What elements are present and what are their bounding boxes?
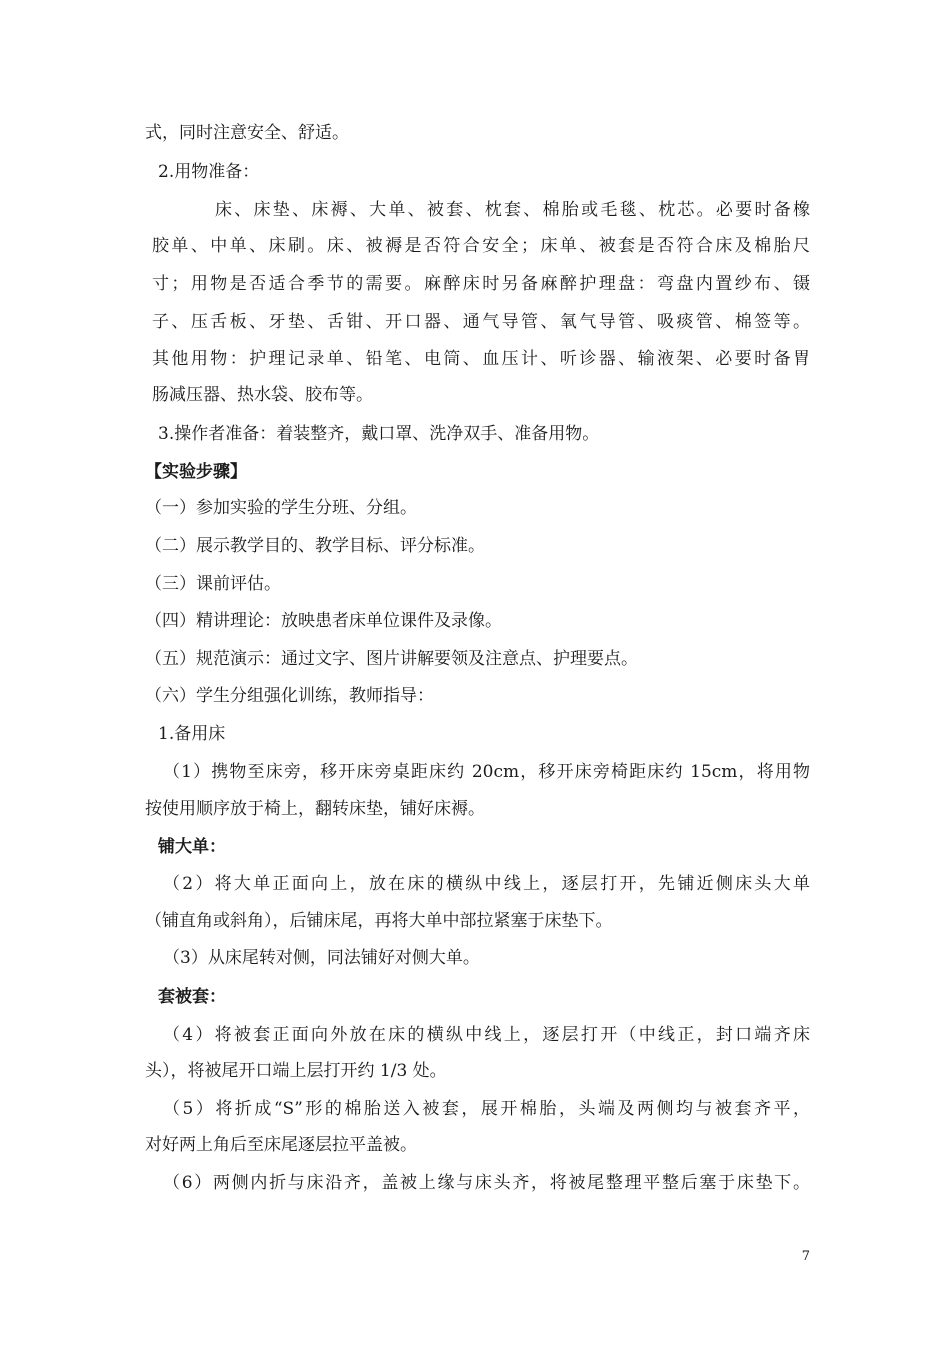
paragraph-line: （5）将折成“S”形的棉胎送入被套，展开棉胎，头端及两侧均与被套齐平， [163,1099,810,1119]
paragraph-line: 肠减压器、热水袋、胶布等。 [152,385,373,405]
step-line: （四）精讲理论：放映患者床单位课件及录像。 [145,611,502,631]
paragraph-line: 头），将被尾开口端上层打开约 1/3 处。 [145,1061,447,1081]
step-line: （三）课前评估。 [145,574,281,594]
paragraph-line: （4）将被套正面向外放在床的横纵中线上，逐层打开（中线正，封口端齐床 [163,1025,810,1045]
step-line: （二）展示教学目的、教学目标、评分标准。 [145,536,485,556]
paragraph-line: （3）从床尾转对侧，同法铺好对侧大单。 [163,948,480,968]
subsection-heading-bed: 1.备用床 [158,724,226,744]
subsection-heading-quilt: 套被套： [158,987,226,1007]
paragraph-line: 胶单、中单、床刷。床、被褥是否符合安全；床单、被套是否符合床及棉胎尺 [152,236,810,256]
page-number: 7 [801,1249,810,1264]
paragraph-line: （6）两侧内折与床沿齐，盖被上缘与床头齐，将被尾整理平整后塞于床垫下。 [163,1173,810,1193]
paragraph-line: 子、压舌板、牙垫、舌钳、开口器、通气导管、氧气导管、吸痰管、棉签等。 [152,312,810,332]
step-line: （六）学生分组强化训练，教师指导： [145,686,434,706]
paragraph-line: 寸；用物是否适合季节的需要。麻醉床时另备麻醉护理盘：弯盘内置纱布、镊 [152,274,810,294]
paragraph-line: 其他用物：护理记录单、铅笔、电筒、血压计、听诊器、输液架、必要时备胃 [152,349,810,369]
paragraph-line: （铺直角或斜角），后铺床尾，再将大单中部拉紧塞于床垫下。 [145,911,613,931]
step-line: （一）参加实验的学生分班、分组。 [145,498,417,518]
paragraph-line: （2）将大单正面向上，放在床的横纵中线上，逐层打开，先铺近侧床头大单 [163,874,810,894]
subsection-heading-sheet: 铺大单： [158,837,226,857]
paragraph-line: 按使用顺序放于椅上，翻转床垫，铺好床褥。 [145,799,485,819]
section-heading-supplies: 2.用物准备： [158,162,260,182]
section-heading-operator: 3.操作者准备：着装整齐，戴口罩、洗净双手、准备用物。 [158,424,600,444]
step-line: （五）规范演示：通过文字、图片讲解要领及注意点、护理要点。 [145,649,638,669]
section-heading-steps: 【实验步骤】 [145,462,247,482]
paragraph-line: 床、床垫、床褥、大单、被套、枕套、棉胎或毛毯、枕芯。必要时备橡 [215,200,810,220]
paragraph-line: （1）携物至床旁，移开床旁桌距床约 20cm，移开床旁椅距床约 15cm，将用物 [163,762,810,782]
paragraph-line: 式，同时注意安全、舒适。 [145,123,349,143]
paragraph-line: 对好两上角后至床尾逐层拉平盖被。 [145,1135,417,1155]
